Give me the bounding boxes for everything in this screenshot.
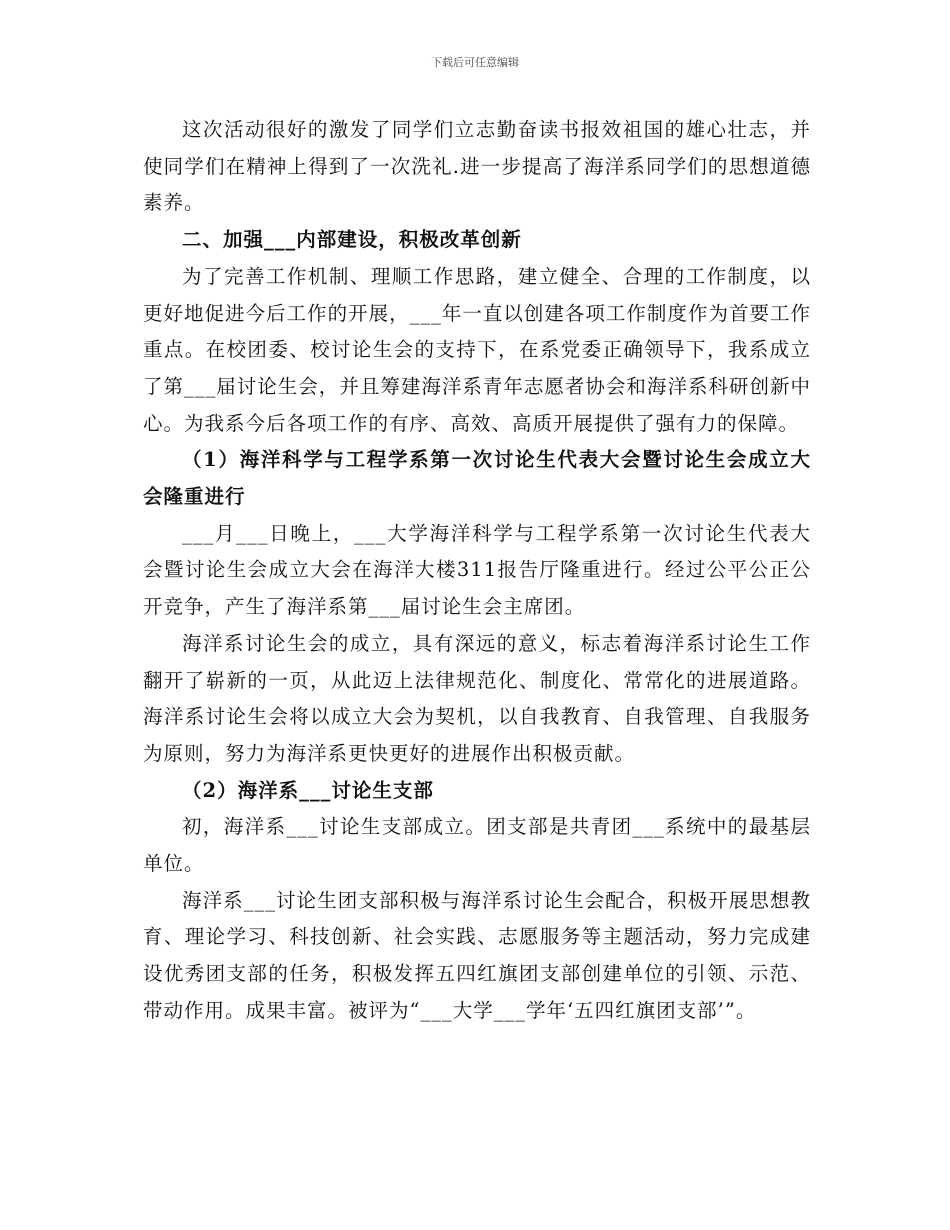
paragraph-system-building: 为了完善工作机制、理顺工作思路，建立健全、合理的工作制度，以更好地促进今后工作的开展，___年一直以创建各项工作制度作为首要工作重点。在校团委、校讨论生会的支持下，在系党委正确领导下，我系成立了第___届讨论生会，并且筹建海洋系青年志愿者协会和海洋系科研创新中心。为我系今后各项工作的有序、高效、高质开展提供了强有力的保障。 [143, 264, 811, 435]
paragraph-activity-summary: 这次活动很好的激发了同学们立志勤奋读书报效祖国的雄心壮志，并使同学们在精神上得到了一次洗礼.进一步提高了海洋系同学们的思想道德素养。 [143, 118, 811, 215]
section-heading-2: 二、加强___内部建设，积极改革创新 [182, 228, 522, 252]
paragraph-branch-activities: 海洋系___讨论生团支部积极与海洋系讨论生会配合，积极开展思想教育、理论学习、科技创新、社会实践、志愿服务等主题活动，努力完成建设优秀团支部的任务，积极发挥五四红旗团支部创建单位的引领、示范、带动作用。成果丰富。被评为“___大学___学年‘五四红旗团支部’”。 [143, 888, 811, 1022]
paragraph-branch-founded: 初，海洋系___讨论生支部成立。团支部是共青团___系统中的最基层单位。 [143, 815, 811, 876]
paragraph-congress: ___月___日晚上，___大学海洋科学与工程学系第一次讨论生代表大会暨讨论生会成立大会在海洋大楼311报告厅隆重进行。经过公平公正公开竞争，产生了海洋系第___届讨论生会主席团。 [143, 521, 811, 619]
page-header: 下载后可任意编辑 [431, 56, 519, 69]
document-body [143, 112, 811, 1030]
subheading-1: （1）海洋科学与工程学系第一次讨论生代表大会暨讨论生会成立大会隆重进行 [143, 448, 811, 509]
subheading-2: （2）海洋系___讨论生支部 [182, 778, 434, 802]
paragraph-significance: 海洋系讨论生会的成立，具有深远的意义，标志着海洋系讨论生工作翻开了崭新的一页，从此迈上法律规范化、制度化、常常化的进展道路。海洋系讨论生会将以成立大会为契机，以自我教育、自我管理、自我服务为原则，努力为海洋系更快更好的进展作出积极贡献。 [143, 631, 811, 765]
